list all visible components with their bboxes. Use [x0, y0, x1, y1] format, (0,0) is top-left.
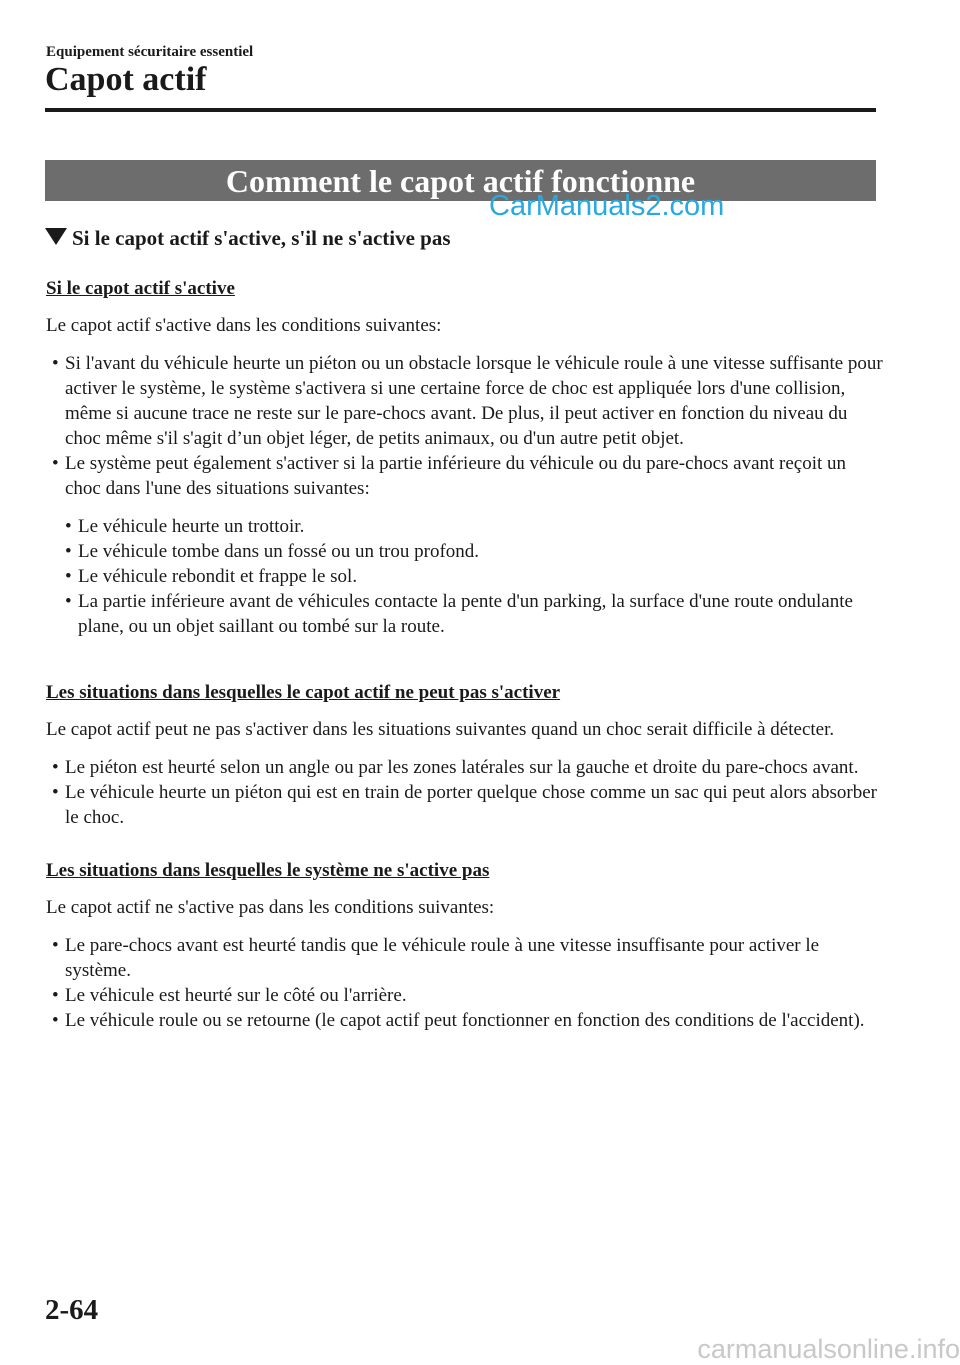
bullet-icon: •: [65, 541, 72, 562]
content: [46, 276, 886, 1033]
list-item: [59, 514, 886, 539]
list-item: [46, 1008, 886, 1033]
list-item-text: Le véhicule heurte un piéton qui est en train de porter quelque chose comme un sac qui peut alors absorber le choc.: [65, 782, 877, 828]
list-item-text: Le véhicule est heurté sur le côté ou l'arrière.: [65, 985, 407, 1006]
down-triangle-icon: [45, 228, 67, 245]
bullet-icon: •: [52, 935, 59, 956]
block2-heading: Les situations dans lesquelles le capot actif ne peut pas s'activer: [46, 682, 561, 703]
block1-heading: Si le capot actif s'active: [46, 278, 235, 299]
bullet-icon: •: [52, 782, 59, 803]
page-title: Capot actif: [45, 61, 207, 98]
bullet-icon: •: [52, 1010, 59, 1031]
bullet-icon: •: [52, 353, 59, 374]
page-number: 2-64: [45, 1294, 99, 1326]
list-item: [46, 780, 886, 830]
section-banner: Comment le capot actif fonctionne: [45, 160, 876, 201]
block2-intro: Le capot actif peut ne pas s'activer dans les situations suivantes quand un choc serait difficile à détecter.: [46, 719, 835, 740]
watermark: CarManuals2.com: [489, 190, 725, 222]
list-item: [46, 983, 886, 1008]
block3-list: [46, 933, 886, 1033]
bullet-icon: •: [65, 566, 72, 587]
subsection-text: Si le capot actif s'active, s'il ne s'active pas: [72, 226, 451, 250]
footer-site-watermark: carmanualsonline.info: [697, 1334, 960, 1364]
list-item: [46, 351, 886, 451]
list-item-text: Le véhicule tombe dans un fossé ou un trou profond.: [78, 541, 480, 562]
list-item: [46, 755, 886, 780]
list-item-text: Le piéton est heurté selon un angle ou par les zones latérales sur la gauche et droite du pare-chocs avant.: [65, 757, 859, 778]
bullet-icon: •: [52, 985, 59, 1006]
header-rule: [45, 108, 876, 112]
list-item-text: La partie inférieure avant de véhicules contacte la pente d'un parking, la surface d'une route ondulante plane, ou un objet saillant ou tombé sur la route.: [78, 591, 853, 637]
chapter-title: Equipement sécuritaire essentiel: [46, 44, 254, 60]
list-item: [59, 539, 886, 564]
list-item-text: Le véhicule rebondit et frappe le sol.: [78, 566, 358, 587]
block1-list: [46, 351, 886, 501]
subsection-heading: [45, 226, 451, 251]
list-item-text: Le système peut également s'activer si la partie inférieure du véhicule ou du pare-chocs avant reçoit un choc dans l'une des situations suivantes:: [65, 453, 847, 499]
bullet-icon: •: [65, 591, 72, 612]
list-item: [46, 451, 886, 501]
list-item: [59, 564, 886, 589]
bullet-icon: •: [65, 516, 72, 537]
bullet-icon: •: [52, 453, 59, 474]
block3-heading: Les situations dans lesquelles le système ne s'active pas: [46, 860, 490, 881]
block1-sublist: [46, 514, 886, 639]
bullet-icon: •: [52, 757, 59, 778]
list-item-text: Le véhicule heurte un trottoir.: [78, 516, 305, 537]
list-item-text: Si l'avant du véhicule heurte un piéton ou un obstacle lorsque le véhicule roule à une vitesse suffisante pour activer le système, le système s'activera si une certaine force de choc est appliquée lors d'une collision, même si aucune trace ne reste sur le pare-chocs avant. De plus, il peut activer en fonction du niveau du choc même s'il s'agit d’un objet léger, de petits animaux, ou d'un autre petit objet.: [65, 353, 883, 449]
block1-intro: Le capot actif s'active dans les conditions suivantes:: [46, 315, 442, 336]
list-item-text: Le véhicule roule ou se retourne (le capot actif peut fonctionner en fonction des conditions de l'accident).: [65, 1010, 865, 1031]
list-item: [59, 589, 886, 639]
list-item: [46, 933, 886, 983]
block3-intro: Le capot actif ne s'active pas dans les conditions suivantes:: [46, 897, 495, 918]
list-item-text: Le pare-chocs avant est heurté tandis que le véhicule roule à une vitesse insuffisante pour activer le système.: [65, 935, 820, 981]
block2-list: [46, 755, 886, 830]
